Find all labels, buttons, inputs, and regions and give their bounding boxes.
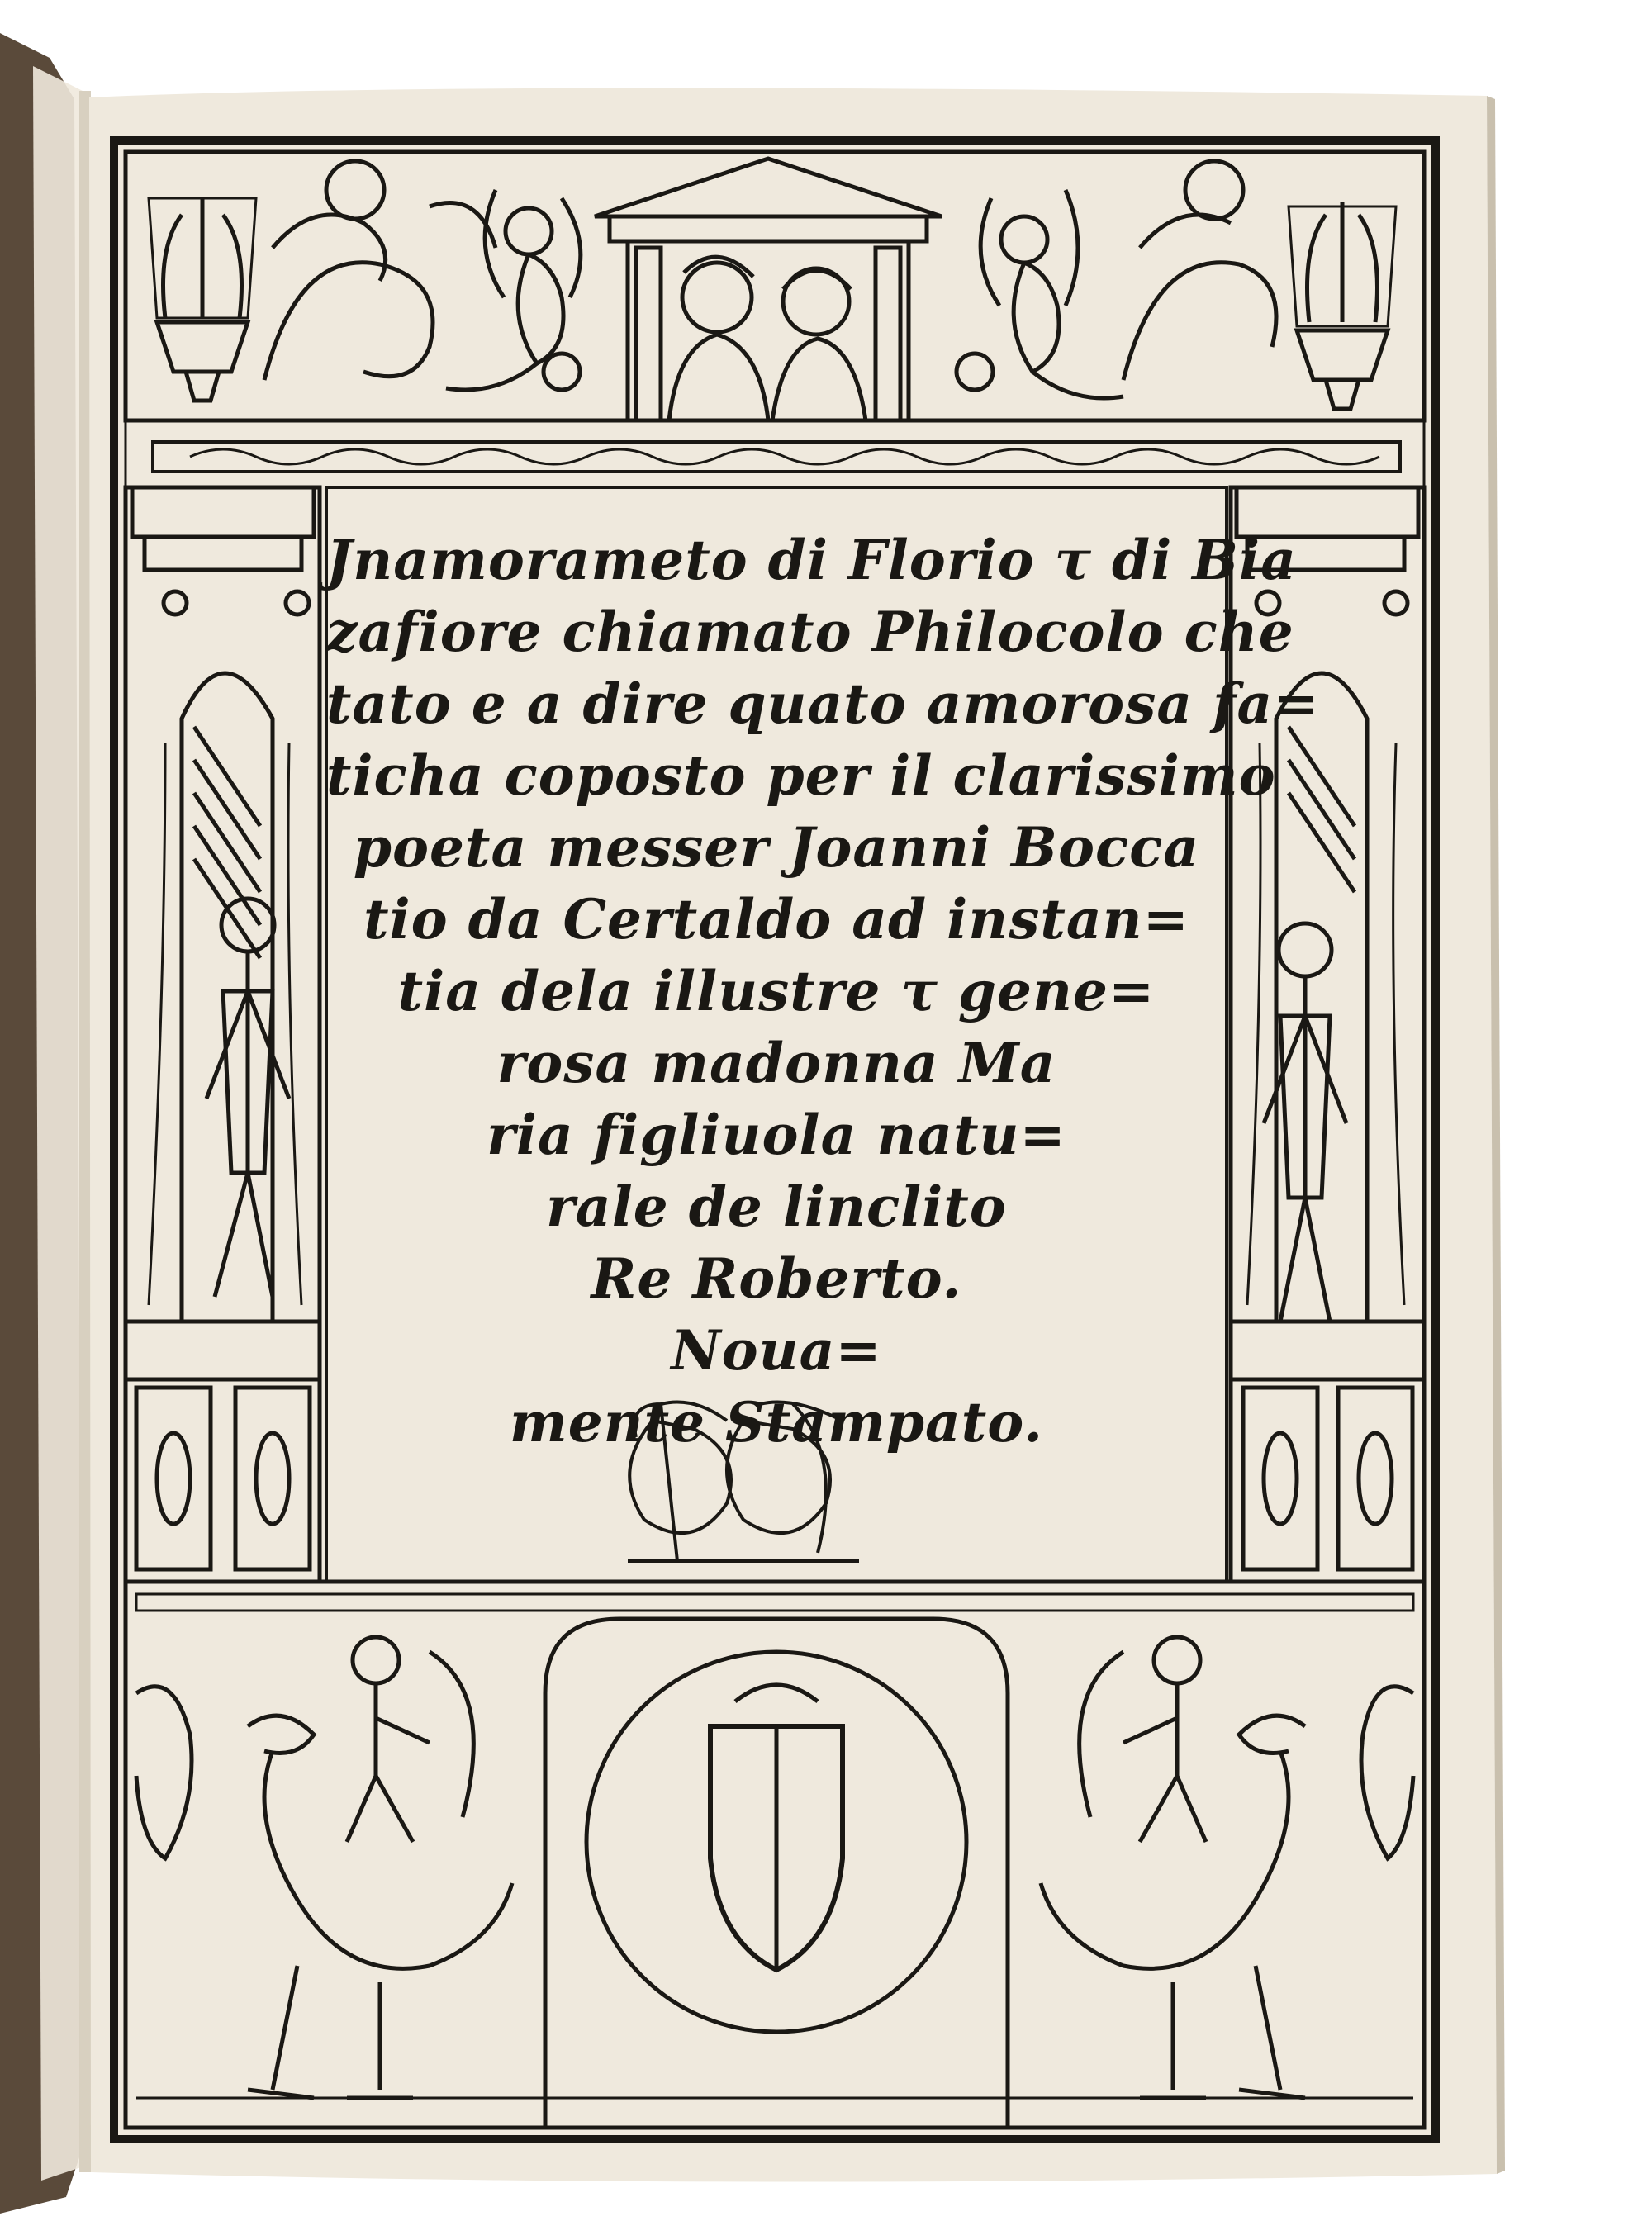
title-line: ria figliuola natu= — [487, 1103, 1066, 1167]
title-line: Re Roberto. — [591, 1246, 962, 1311]
title-line: zafiore chiamato Philocolo che — [326, 600, 1294, 664]
title-text — [326, 524, 1320, 1459]
book-cover-left — [0, 33, 91, 2214]
title-line: tia dela illustre τ gene= — [397, 959, 1156, 1023]
title-line: ticha coposto per il clarissimo — [326, 743, 1276, 808]
title-line: tato e a dire quato amorosa fa= — [326, 672, 1320, 736]
title-line: rale de linclito — [546, 1175, 1007, 1239]
title-line: Noua= — [671, 1318, 882, 1383]
title-line: mente Stampato. — [509, 1390, 1044, 1455]
title-line: poeta messer Joanni Bocca — [353, 815, 1200, 880]
title-line: tio da Certaldo ad instan= — [363, 887, 1189, 952]
title-line: Jnamorameto di Florio τ di Bia — [326, 528, 1297, 592]
title-line: rosa madonna Ma — [496, 1031, 1056, 1095]
